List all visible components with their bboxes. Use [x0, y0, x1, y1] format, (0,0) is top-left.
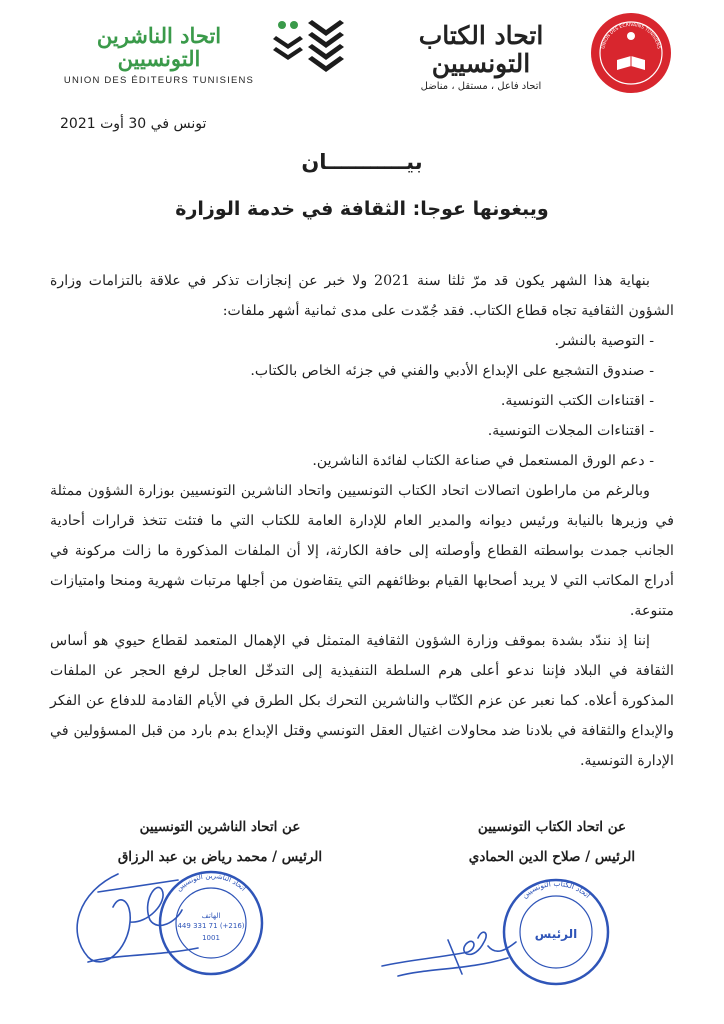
svg-text:الهاتف: الهاتف — [201, 912, 221, 920]
writers-union-seal-icon — [590, 12, 672, 94]
publishers-union-name: اتحاد الناشرين التونسيين — [96, 23, 222, 72]
frozen-file-item: - دعم الورق المستعمل في صناعة الكتاب لفائدة الناشرين. — [312, 453, 654, 469]
svg-text:1001: 1001 — [202, 934, 220, 942]
writers-on-behalf: عن اتحاد الكتاب التونسيين — [477, 819, 627, 835]
publishers-union-stamp — [156, 868, 266, 978]
publishers-president-name: الرئيس / محمد رياض بن عبد الرزاق — [117, 849, 323, 865]
statement-body — [50, 266, 674, 776]
writers-president-name: الرئيس / صلاح الدين الحمادي — [468, 849, 636, 865]
svg-text:اتحاد الكتاب التونسيين: اتحاد الكتاب التونسيين — [520, 878, 593, 900]
writers-union-stamp — [500, 876, 612, 988]
writers-union-header — [376, 22, 586, 92]
svg-text:(216+) 71 331 449: (216+) 71 331 449 — [177, 922, 245, 930]
publishers-on-behalf: عن اتحاد الناشرين التونسيين — [139, 819, 301, 835]
condemnation-paragraph: إننا إذ نندّد بشدة بموقف وزارة الشؤون الثقافية المتمثل في الإهمال المتعمد لقطاع حيوي هو أساس الثقافة في البلاد فإننا ندعو أعلى هرم السلطة التنفيذية إلى التدخّل العاجل لرفع الحجر عن الملفات المذكورة أعلاه. كما نعبر عن عزم الكتّاب والناشرين التحرك بكل الطرق في الأيام القادمة للدفاع عن الفكر والإبداع والثقافة في بلادنا ضد محاولات اغتيال العقل التونسي وقتل الإبداع بدم بارد من قبل المسؤولين في الإدارة التونسية. — [50, 633, 674, 769]
svg-text:UNION DES ECRIVAINS TUNISIENS: UNION DES ECRIVAINS TUNISIENS — [601, 22, 661, 50]
writers-union-motto: اتحاد فاعل ، مستقل ، مناضل — [420, 81, 542, 92]
writers-union-name: اتحاد الكتاب التونسيين — [418, 21, 544, 78]
frozen-file-item: - التوصية بالنشر. — [554, 333, 654, 349]
writers-signature-block — [432, 812, 672, 872]
statement-date: تونس في 30 أوت 2021 — [60, 116, 207, 132]
publishers-union-latin-name: UNION DES ÉDITEURS TUNISIENS — [63, 75, 255, 87]
intro-paragraph: بنهاية هذا الشهر يكون قد مرّ ثلثا سنة 2021 ولا خبر عن إنجازات تذكر في علاقة بالتزامات وزارة الشؤون الثقافية تجاه قطاع الكتاب. فقد جُمّدت على مدى ثمانية أشهر ملفات: — [50, 273, 674, 319]
statement-subtitle: ويبغونها عوجا: الثقافة في خدمة الوزارة — [175, 198, 549, 220]
frozen-file-item: - اقتناءات الكتب التونسية. — [500, 393, 654, 409]
publishers-union-mark-icon — [272, 16, 350, 72]
frozen-file-item: - صندوق التشجيع على الإبداع الأدبي والفني في جزئه الخاص بالكتاب. — [250, 363, 654, 379]
publishers-union-header — [52, 24, 266, 86]
frozen-file-item: - اقتناءات المجلات التونسية. — [487, 423, 654, 439]
statement-title: بيـــــــــــان — [301, 150, 423, 174]
svg-text:اتحاد الناشرين التونسيين: اتحاد الناشرين التونسيين — [174, 871, 248, 893]
contacts-paragraph: وبالرغم من ماراطون اتصالات اتحاد الكتاب التونسيين واتحاد الناشرين التونسيين بوزارة الشؤون ممثلة في وزيرها بالنيابة ورئيس ديوانه والمدير العام للإدارة العامة للكتاب التي ما فتئت تتخذ قرارات أحادية الجانب جمدت بواسطته القطاع وأوصلته إلى حافة الكارثة، إلا أن الملفات المذكورة ما زالت مركونة في أدراج المكاتب التي لا يريد أصحابها القيام بوظائفهم التي يتقاضون من أجلها مرتبات شهرية ومنحا وامتيازات متنوعة. — [50, 483, 674, 619]
svg-text:الرئيس: الرئيس — [534, 927, 578, 941]
